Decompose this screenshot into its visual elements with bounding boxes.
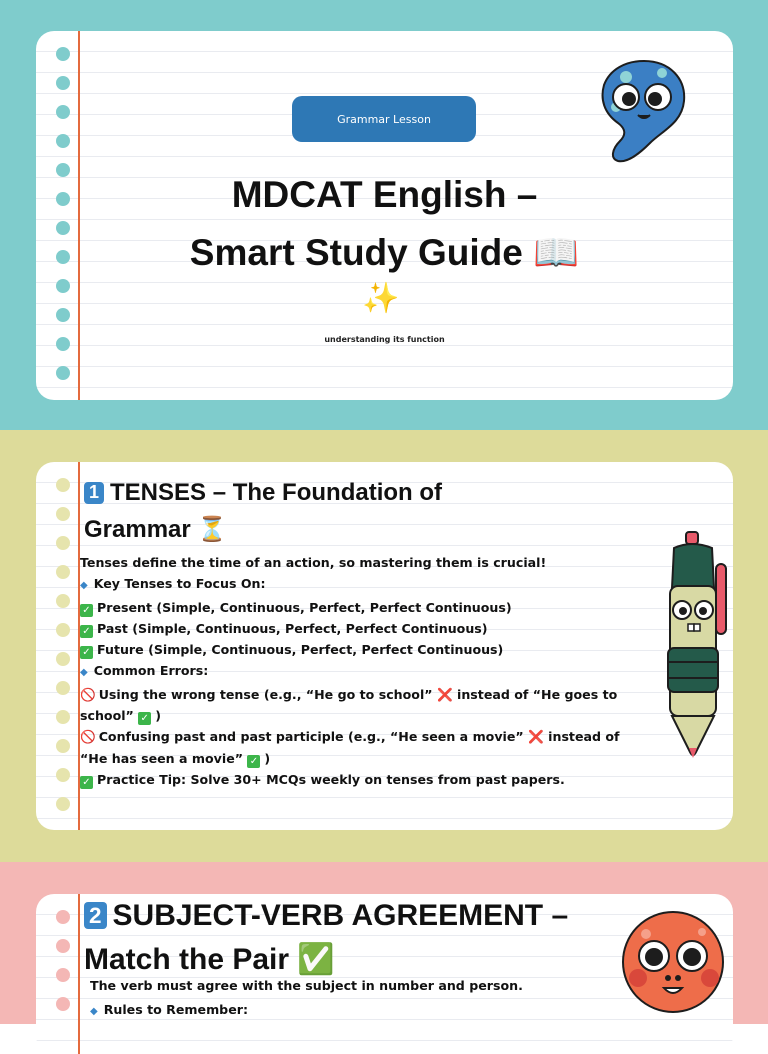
section-title-subject-verb: 2 SUBJECT-VERB AGREEMENT – Match the Pair ✅	[84, 899, 569, 976]
diamond-icon: ◆	[80, 580, 88, 592]
tenses-card	[36, 462, 733, 830]
check-icon: ✓	[80, 776, 93, 789]
prohibited-icon: 🚫	[80, 729, 96, 745]
section-number-badge: 1	[84, 482, 104, 504]
title-line-1: MDCAT English –	[231, 174, 538, 215]
check-icon: ✓	[80, 604, 93, 617]
header-card	[36, 31, 733, 400]
sparkle-icon: ✨	[362, 281, 400, 316]
prohibited-icon: 🚫	[80, 686, 96, 702]
diamond-icon: ◆	[80, 667, 88, 679]
page-title	[36, 166, 733, 282]
check-icon: ✓	[80, 625, 93, 638]
comma-mascot-icon	[596, 57, 692, 169]
key-tenses-heading: ◆ Key Tenses to Focus On:	[80, 576, 266, 592]
error-item: 🚫 Using the wrong tense (e.g., “He go to school” ❌ instead of “He goes to school” ✓ )	[80, 686, 618, 725]
diamond-icon: ◆	[90, 1006, 98, 1017]
rules-heading: ◆ Rules to Remember:	[90, 1002, 248, 1017]
common-errors-heading: ◆ Common Errors:	[80, 663, 209, 679]
lesson-badge: Grammar Lesson	[292, 96, 476, 142]
error-item: 🚫 Confusing past and past participle (e.g., “He seen a movie” ❌ instead of “He has seen a movie” ✓ )	[80, 729, 620, 767]
cross-icon: ❌	[436, 686, 453, 702]
margin-line	[78, 894, 80, 1054]
check-icon: ✓	[138, 712, 151, 725]
check-icon: ✓	[80, 646, 93, 659]
binder-holes	[56, 910, 70, 1011]
title-line-2: Smart Study Guide 📖	[189, 232, 580, 273]
list-item: ✓ Present (Simple, Continuous, Perfect, Perfect Continuous)	[80, 597, 650, 618]
intro-text: The verb must agree with the subject in number and person.	[90, 978, 523, 993]
cross-icon: ❌	[528, 729, 544, 745]
pencil-mascot-icon	[656, 528, 733, 764]
practice-tip: ✓ Practice Tip: Solve 30+ MCQs weekly on tenses from past papers.	[80, 769, 650, 790]
subject-verb-card	[36, 894, 733, 1054]
section-number-badge: 2	[84, 902, 107, 929]
list-item: ✓ Future (Simple, Continuous, Perfect, Perfect Continuous)	[80, 639, 650, 660]
list-item: ✓ Past (Simple, Continuous, Perfect, Perfect Continuous)	[80, 618, 650, 639]
ball-mascot-icon	[616, 908, 730, 1014]
check-icon: ✓	[247, 755, 260, 768]
section-title-tenses: 1 TENSES – The Foundation of Grammar ⏳	[84, 479, 443, 543]
tenses-content	[80, 552, 650, 790]
binder-holes	[56, 478, 70, 811]
subject-verb-content	[90, 974, 660, 1024]
subtitle: understanding its function	[324, 335, 445, 344]
intro-text: Tenses define the time of an action, so mastering them is crucial!	[80, 555, 547, 570]
